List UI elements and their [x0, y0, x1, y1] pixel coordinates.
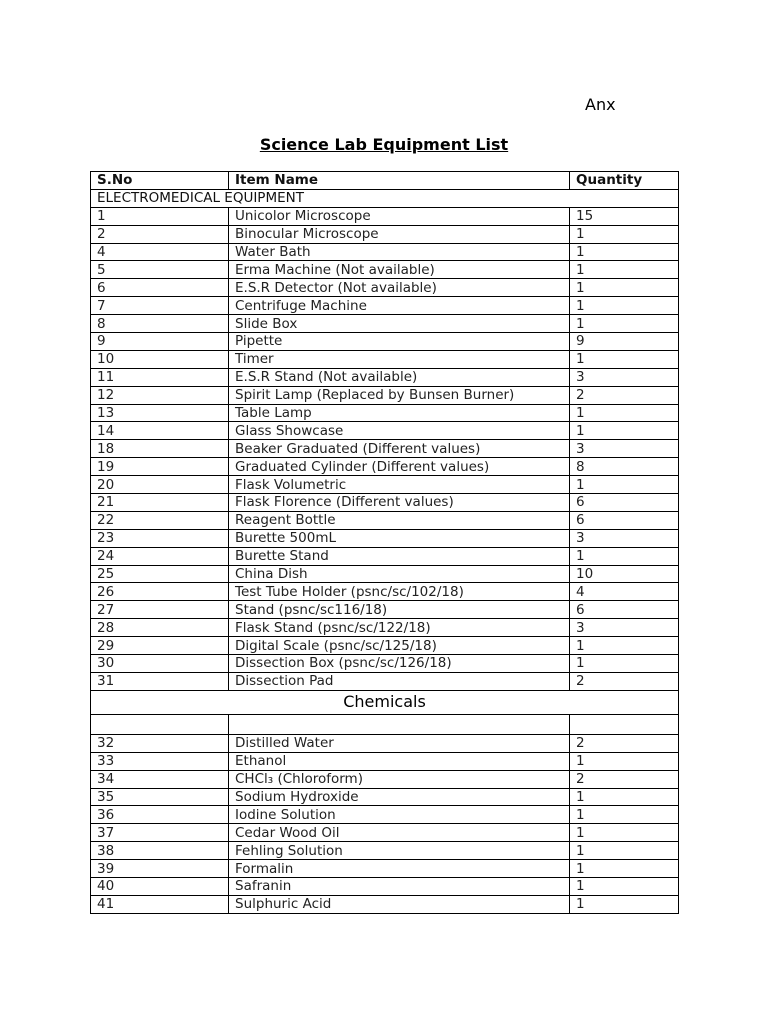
annex-label: Anx	[585, 95, 616, 114]
cell-quantity: 1	[570, 547, 679, 565]
table-row	[91, 637, 679, 655]
table-row	[91, 824, 679, 842]
cell-sno: 36	[91, 806, 229, 824]
cell-sno: 9	[91, 333, 229, 351]
cell-quantity: 3	[570, 529, 679, 547]
table-row	[91, 297, 679, 315]
cell-item-name: Table Lamp	[229, 404, 570, 422]
table-row	[91, 243, 679, 261]
cell-item-name: Centrifuge Machine	[229, 297, 570, 315]
table-row	[91, 386, 679, 404]
cell-item-name: E.S.R Stand (Not available)	[229, 368, 570, 386]
cell-sno: 21	[91, 494, 229, 512]
cell-quantity: 6	[570, 601, 679, 619]
cell-quantity: 1	[570, 788, 679, 806]
cell-quantity: 10	[570, 565, 679, 583]
cell-quantity: 8	[570, 458, 679, 476]
cell-item-name: CHCl₃ (Chloroform)	[229, 770, 570, 788]
table-row	[91, 333, 679, 351]
table-row	[91, 458, 679, 476]
cell-quantity: 1	[570, 806, 679, 824]
table-row	[91, 547, 679, 565]
cell-quantity: 1	[570, 404, 679, 422]
section-row-chemicals	[91, 690, 679, 714]
cell-quantity: 1	[570, 279, 679, 297]
table-row	[91, 368, 679, 386]
cell-item-name: Binocular Microscope	[229, 225, 570, 243]
cell-quantity: 2	[570, 672, 679, 690]
cell-item-name: Dissection Pad	[229, 672, 570, 690]
cell-quantity: 1	[570, 225, 679, 243]
cell-sno: 10	[91, 350, 229, 368]
cell-item-name: Digital Scale (psnc/sc/125/18)	[229, 637, 570, 655]
cell-sno: 7	[91, 297, 229, 315]
cell-quantity: 9	[570, 333, 679, 351]
section-row-electromedical	[91, 189, 679, 207]
chemical-rows	[91, 734, 679, 913]
table-row	[91, 655, 679, 673]
table-row	[91, 734, 679, 752]
cell-sno: 27	[91, 601, 229, 619]
cell-item-name: Stand (psnc/sc116/18)	[229, 601, 570, 619]
table-row	[91, 315, 679, 333]
cell-sno: 19	[91, 458, 229, 476]
table-row	[91, 565, 679, 583]
cell-item-name: Sodium Hydroxide	[229, 788, 570, 806]
cell-item-name: Pipette	[229, 333, 570, 351]
section-heading-electromedical: ELECTROMEDICAL EQUIPMENT	[91, 189, 679, 207]
table-header-row	[91, 172, 679, 190]
cell-sno: 18	[91, 440, 229, 458]
cell-item-name: Flask Stand (psnc/sc/122/18)	[229, 619, 570, 637]
cell-quantity: 1	[570, 422, 679, 440]
cell-item-name: Unicolor Microscope	[229, 207, 570, 225]
cell-quantity: 1	[570, 637, 679, 655]
cell-sno: 32	[91, 734, 229, 752]
cell-sno: 1	[91, 207, 229, 225]
cell-sno: 14	[91, 422, 229, 440]
cell-item-name: Graduated Cylinder (Different values)	[229, 458, 570, 476]
cell-item-name: Safranin	[229, 877, 570, 895]
cell-item-name: Burette Stand	[229, 547, 570, 565]
cell-quantity: 1	[570, 297, 679, 315]
cell-sno: 5	[91, 261, 229, 279]
table-row	[91, 511, 679, 529]
column-header-sno: S.No	[91, 172, 229, 190]
cell-item-name: Slide Box	[229, 315, 570, 333]
table-row	[91, 895, 679, 913]
table-row	[91, 788, 679, 806]
table-row	[91, 494, 679, 512]
cell-item-name: Fehling Solution	[229, 842, 570, 860]
cell-item-name: Sulphuric Acid	[229, 895, 570, 913]
cell-item-name: Reagent Bottle	[229, 511, 570, 529]
cell-quantity: 1	[570, 315, 679, 333]
cell-item-name: Glass Showcase	[229, 422, 570, 440]
table-row	[91, 860, 679, 878]
table-row	[91, 601, 679, 619]
table-row	[91, 842, 679, 860]
cell-quantity: 6	[570, 494, 679, 512]
cell-sno: 40	[91, 877, 229, 895]
cell-sno: 34	[91, 770, 229, 788]
cell-item-name: Burette 500mL	[229, 529, 570, 547]
cell-quantity: 3	[570, 440, 679, 458]
cell-sno: 41	[91, 895, 229, 913]
cell-sno: 12	[91, 386, 229, 404]
cell-quantity: 1	[570, 752, 679, 770]
cell-quantity: 1	[570, 476, 679, 494]
cell-sno: 2	[91, 225, 229, 243]
equipment-table	[90, 171, 679, 914]
table-row	[91, 770, 679, 788]
cell-item-name: Distilled Water	[229, 734, 570, 752]
blank-cell	[91, 714, 229, 734]
cell-sno: 4	[91, 243, 229, 261]
cell-quantity: 2	[570, 770, 679, 788]
cell-quantity: 1	[570, 350, 679, 368]
cell-sno: 20	[91, 476, 229, 494]
cell-sno: 39	[91, 860, 229, 878]
cell-item-name: Beaker Graduated (Different values)	[229, 440, 570, 458]
cell-quantity: 2	[570, 734, 679, 752]
section-heading-chemicals: Chemicals	[91, 690, 679, 714]
table-row	[91, 752, 679, 770]
cell-sno: 31	[91, 672, 229, 690]
cell-item-name: Flask Volumetric	[229, 476, 570, 494]
blank-row	[91, 714, 679, 734]
table-row	[91, 806, 679, 824]
cell-quantity: 1	[570, 243, 679, 261]
cell-item-name: Spirit Lamp (Replaced by Bunsen Burner)	[229, 386, 570, 404]
cell-quantity: 4	[570, 583, 679, 601]
cell-item-name: Flask Florence (Different values)	[229, 494, 570, 512]
table-row	[91, 207, 679, 225]
cell-item-name: Erma Machine (Not available)	[229, 261, 570, 279]
cell-sno: 26	[91, 583, 229, 601]
cell-sno: 38	[91, 842, 229, 860]
cell-sno: 30	[91, 655, 229, 673]
cell-sno: 24	[91, 547, 229, 565]
page-title: Science Lab Equipment List	[259, 135, 509, 154]
equipment-rows	[91, 189, 679, 690]
cell-item-name: Water Bath	[229, 243, 570, 261]
table-row	[91, 529, 679, 547]
blank-cell	[570, 714, 679, 734]
table-row	[91, 279, 679, 297]
cell-item-name: Ethanol	[229, 752, 570, 770]
cell-quantity: 6	[570, 511, 679, 529]
table-row	[91, 350, 679, 368]
chemicals-section	[91, 690, 679, 734]
cell-item-name: Cedar Wood Oil	[229, 824, 570, 842]
cell-sno: 6	[91, 279, 229, 297]
cell-sno: 13	[91, 404, 229, 422]
cell-quantity: 1	[570, 877, 679, 895]
cell-sno: 35	[91, 788, 229, 806]
cell-quantity: 1	[570, 655, 679, 673]
table-row	[91, 583, 679, 601]
cell-quantity: 1	[570, 860, 679, 878]
cell-quantity: 1	[570, 842, 679, 860]
cell-quantity: 1	[570, 895, 679, 913]
cell-sno: 33	[91, 752, 229, 770]
cell-sno: 25	[91, 565, 229, 583]
table-row	[91, 225, 679, 243]
table-row	[91, 672, 679, 690]
cell-item-name: Formalin	[229, 860, 570, 878]
cell-quantity: 15	[570, 207, 679, 225]
cell-sno: 28	[91, 619, 229, 637]
blank-cell	[229, 714, 570, 734]
cell-item-name: E.S.R Detector (Not available)	[229, 279, 570, 297]
table-row	[91, 877, 679, 895]
cell-quantity: 2	[570, 386, 679, 404]
cell-sno: 8	[91, 315, 229, 333]
table-row	[91, 261, 679, 279]
cell-item-name: Test Tube Holder (psnc/sc/102/18)	[229, 583, 570, 601]
cell-sno: 11	[91, 368, 229, 386]
table-row	[91, 619, 679, 637]
cell-quantity: 1	[570, 824, 679, 842]
cell-item-name: Timer	[229, 350, 570, 368]
cell-item-name: China Dish	[229, 565, 570, 583]
cell-sno: 22	[91, 511, 229, 529]
table-row	[91, 404, 679, 422]
cell-sno: 37	[91, 824, 229, 842]
table-row	[91, 422, 679, 440]
cell-quantity: 1	[570, 261, 679, 279]
cell-quantity: 3	[570, 368, 679, 386]
cell-sno: 23	[91, 529, 229, 547]
column-header-item-name: Item Name	[229, 172, 570, 190]
cell-sno: 29	[91, 637, 229, 655]
cell-item-name: Dissection Box (psnc/sc/126/18)	[229, 655, 570, 673]
table-row	[91, 440, 679, 458]
table-row	[91, 476, 679, 494]
cell-quantity: 3	[570, 619, 679, 637]
cell-item-name: Iodine Solution	[229, 806, 570, 824]
column-header-quantity: Quantity	[570, 172, 679, 190]
